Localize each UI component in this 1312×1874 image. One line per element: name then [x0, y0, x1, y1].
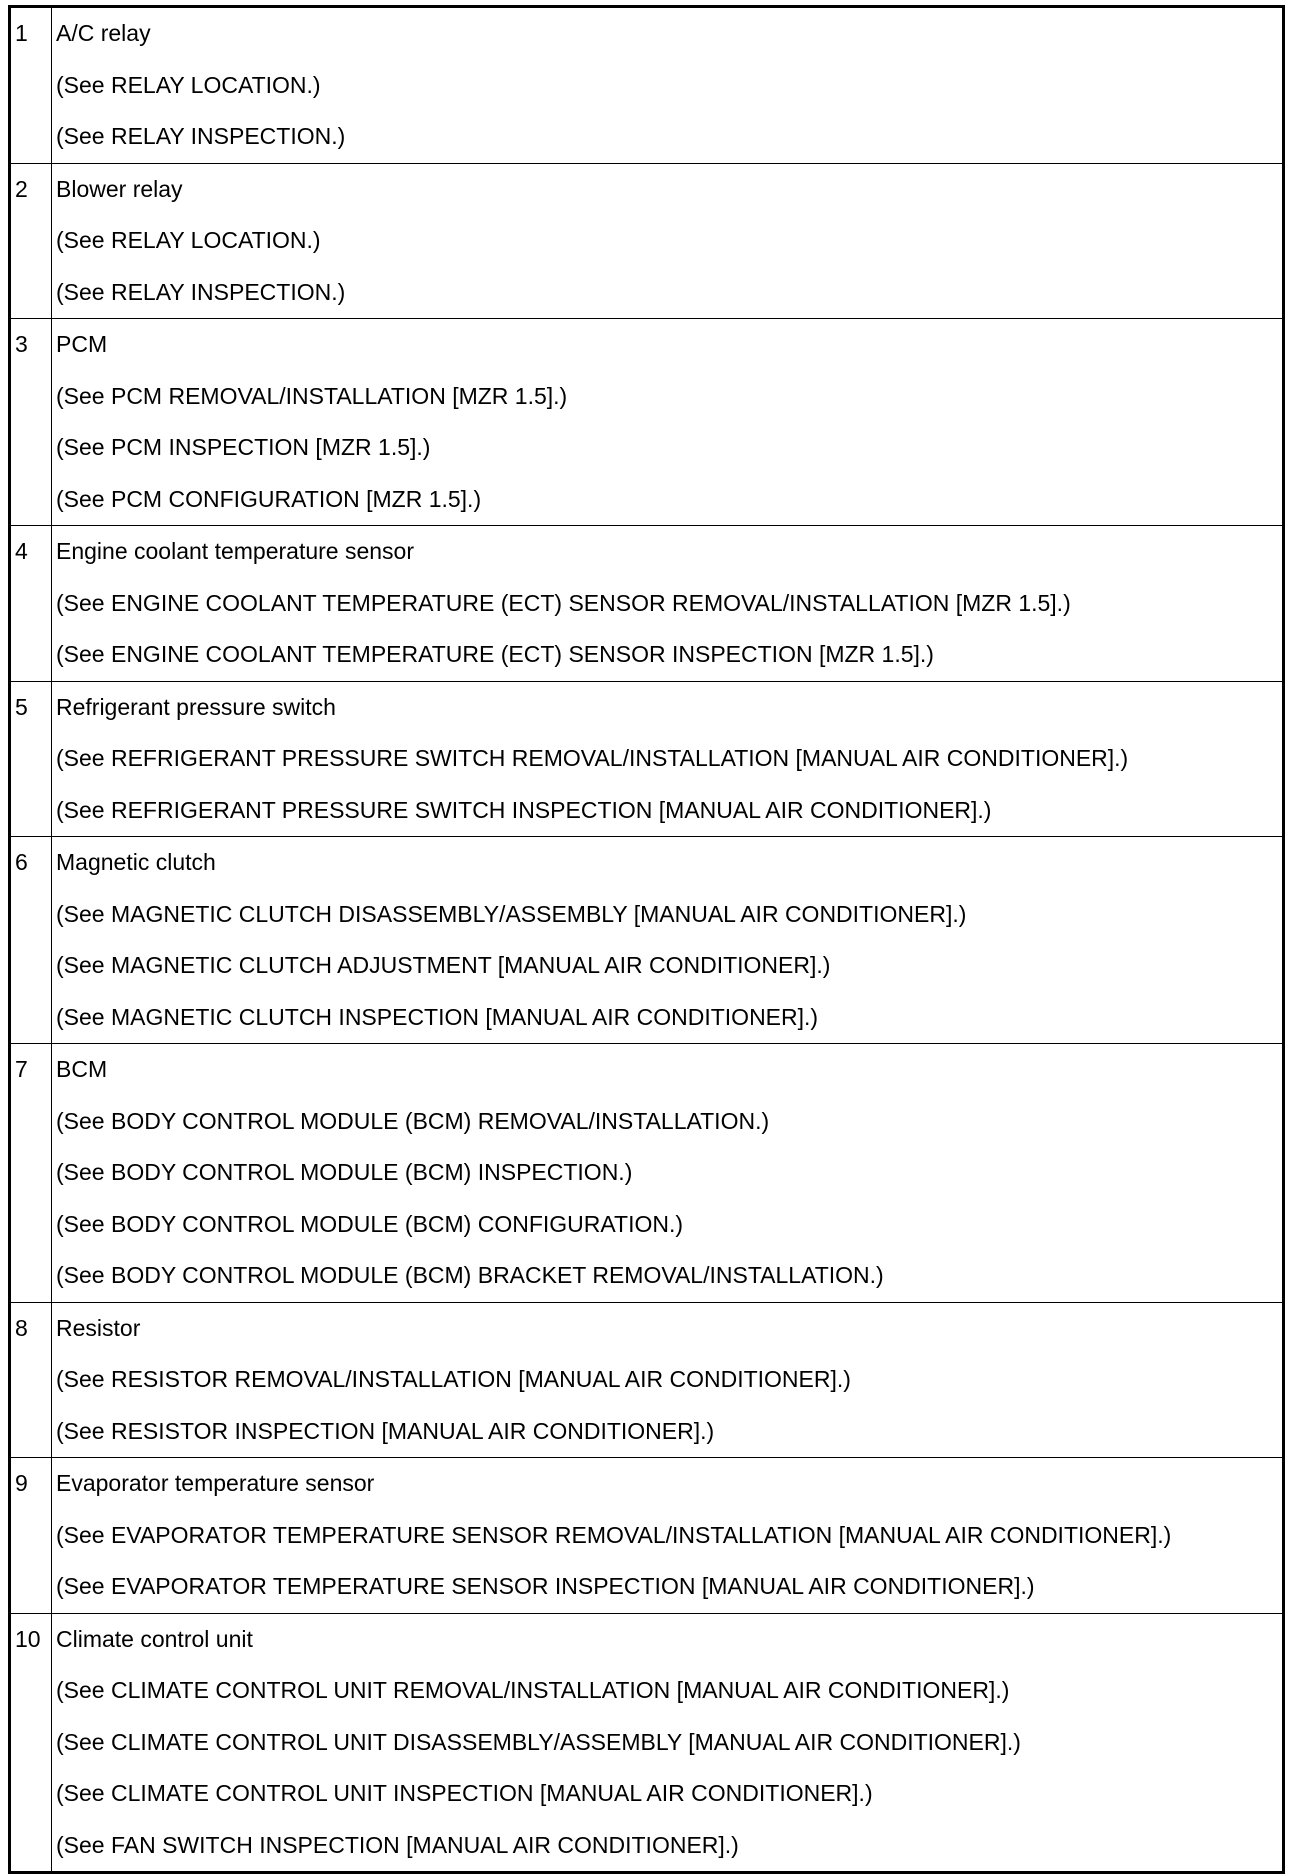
reference-link[interactable]: (See CLIMATE CONTROL UNIT INSPECTION [MANUAL AIR CONDITIONER].) — [56, 1780, 873, 1806]
item-number: 10 — [10, 1613, 52, 1873]
item-cell — [52, 1302, 1284, 1458]
item-cell — [52, 1458, 1284, 1614]
item-cell — [52, 163, 1284, 319]
item-title: Blower relay — [56, 175, 183, 202]
item-title: Evaporator temperature sensor — [56, 1470, 375, 1496]
item-number: 3 — [10, 319, 52, 526]
reference-link[interactable]: (See CLIMATE CONTROL UNIT DISASSEMBLY/ASSEMBLY [MANUAL AIR CONDITIONER].) — [56, 1728, 1021, 1755]
reference-link[interactable]: (See ENGINE COOLANT TEMPERATURE (ECT) SENSOR REMOVAL/INSTALLATION [MZR 1.5].) — [56, 589, 1071, 616]
table-row — [10, 163, 1284, 319]
item-number: 9 — [10, 1458, 52, 1614]
reference-link[interactable]: (See BODY CONTROL MODULE (BCM) INSPECTION.) — [56, 1159, 633, 1185]
table-row — [10, 1458, 1284, 1614]
item-number: 7 — [10, 1044, 52, 1303]
item-cell — [52, 681, 1284, 837]
item-title: Climate control unit — [56, 1625, 253, 1652]
item-title: Resistor — [56, 1314, 141, 1341]
reference-link[interactable]: (See EVAPORATOR TEMPERATURE SENSOR INSPECTION [MANUAL AIR CONDITIONER].) — [56, 1573, 1035, 1599]
reference-link[interactable]: (See MAGNETIC CLUTCH INSPECTION [MANUAL AIR CONDITIONER].) — [56, 1003, 819, 1030]
item-number: 5 — [10, 681, 52, 837]
item-number: 1 — [10, 7, 52, 164]
item-number: 2 — [10, 163, 52, 319]
reference-link[interactable]: (See RELAY LOCATION.) — [56, 227, 321, 253]
reference-link[interactable]: (See RESISTOR REMOVAL/INSTALLATION [MANUAL AIR CONDITIONER].) — [56, 1366, 851, 1392]
reference-link[interactable]: (See FAN SWITCH INSPECTION [MANUAL AIR CONDITIONER].) — [56, 1831, 739, 1858]
item-title: Magnetic clutch — [56, 849, 216, 875]
item-number: 6 — [10, 837, 52, 1044]
reference-link[interactable]: (See CLIMATE CONTROL UNIT REMOVAL/INSTALLATION [MANUAL AIR CONDITIONER].) — [56, 1677, 1010, 1703]
table-row — [10, 837, 1284, 1044]
reference-link[interactable]: (See PCM CONFIGURATION [MZR 1.5].) — [56, 485, 482, 512]
table-row — [10, 1302, 1284, 1458]
reference-link[interactable]: (See EVAPORATOR TEMPERATURE SENSOR REMOVAL/INSTALLATION [MANUAL AIR CONDITIONER].) — [56, 1521, 1172, 1548]
reference-link[interactable]: (See BODY CONTROL MODULE (BCM) REMOVAL/INSTALLATION.) — [56, 1107, 770, 1134]
table-row — [10, 319, 1284, 526]
reference-link[interactable]: (See REFRIGERANT PRESSURE SWITCH INSPECTION [MANUAL AIR CONDITIONER].) — [56, 796, 992, 823]
reference-link[interactable]: (See RELAY INSPECTION.) — [56, 278, 346, 305]
component-reference-table — [8, 5, 1285, 1874]
item-title: PCM — [56, 331, 108, 357]
table-row — [10, 1613, 1284, 1873]
reference-link[interactable]: (See MAGNETIC CLUTCH DISASSEMBLY/ASSEMBLY [MANUAL AIR CONDITIONER].) — [56, 900, 967, 927]
reference-link[interactable]: (See RESISTOR INSPECTION [MANUAL AIR CONDITIONER].) — [56, 1417, 715, 1444]
reference-link[interactable]: (See ENGINE COOLANT TEMPERATURE (ECT) SENSOR INSPECTION [MZR 1.5].) — [56, 641, 934, 667]
reference-link[interactable]: (See PCM INSPECTION [MZR 1.5].) — [56, 434, 431, 460]
table-row — [10, 1044, 1284, 1303]
item-title: Engine coolant temperature sensor — [56, 538, 414, 564]
reference-link[interactable]: (See PCM REMOVAL/INSTALLATION [MZR 1.5].) — [56, 382, 568, 409]
table-row — [10, 681, 1284, 837]
reference-link[interactable]: (See BODY CONTROL MODULE (BCM) CONFIGURATION.) — [56, 1210, 684, 1237]
reference-link[interactable]: (See MAGNETIC CLUTCH ADJUSTMENT [MANUAL AIR CONDITIONER].) — [56, 952, 831, 978]
reference-link[interactable]: (See BODY CONTROL MODULE (BCM) BRACKET REMOVAL/INSTALLATION.) — [56, 1262, 884, 1288]
reference-link[interactable]: (See RELAY LOCATION.) — [56, 71, 321, 98]
item-number: 8 — [10, 1302, 52, 1458]
item-cell — [52, 837, 1284, 1044]
item-cell — [52, 319, 1284, 526]
item-cell — [52, 7, 1284, 164]
reference-link[interactable]: (See REFRIGERANT PRESSURE SWITCH REMOVAL/INSTALLATION [MANUAL AIR CONDITIONER].) — [56, 745, 1129, 771]
table-body — [10, 7, 1284, 1873]
item-cell — [52, 526, 1284, 682]
table-row — [10, 7, 1284, 164]
item-title: BCM — [56, 1056, 108, 1082]
table-row — [10, 526, 1284, 682]
item-number: 4 — [10, 526, 52, 682]
item-title: Refrigerant pressure switch — [56, 693, 336, 720]
item-cell — [52, 1044, 1284, 1303]
item-cell — [52, 1613, 1284, 1873]
item-title: A/C relay — [56, 20, 151, 46]
reference-link[interactable]: (See RELAY INSPECTION.) — [56, 123, 346, 149]
